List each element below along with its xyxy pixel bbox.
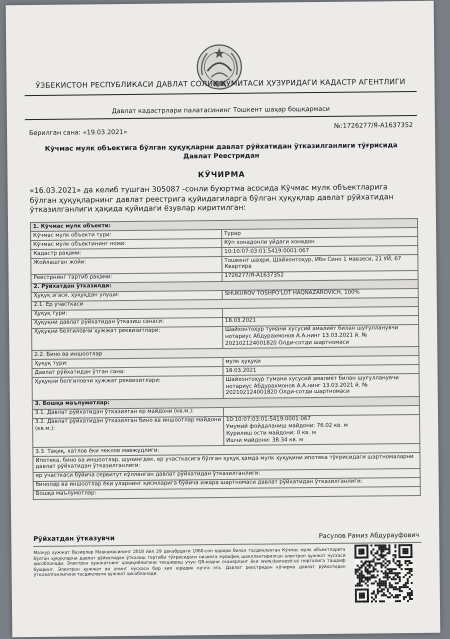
field-value: 18.03.2021	[223, 365, 419, 376]
field-label: Жойлашган жойи:	[31, 256, 222, 274]
signer-name: Расулов Рамиз Абдурауфович	[318, 530, 420, 541]
field-value: Кўп хонадонли уйдаги хонадон	[222, 236, 418, 247]
issue-date: Берилган сана: «19.03.2021»	[28, 127, 128, 138]
field-label: Ҳуқуқ эгаси, ҳуқуқдан улуши:	[31, 290, 222, 301]
field-label: Кадастр рақами:	[31, 247, 222, 258]
field-value: 18.03.2021	[222, 315, 418, 326]
field-label: Кўчмас мулк объектининг номи:	[31, 238, 222, 249]
field-value: 1726277/Я-A1637352	[222, 270, 418, 281]
field-value: мулк ҳуқуқи	[223, 356, 419, 367]
field-value: Шайхонтоҳур тумани хусусий амалиёт билан шуғулланувчи нотариус Абдурахмонов А.А.нинг 13.03.2021 й. № 202102124001820 Олди-сотди шартномаси	[223, 324, 419, 349]
document-title: Кўчмас мулк объектига бўлган ҳуқуқларни давлат рўйхатидан ўтказилганлиги тўғрисида Давлат Реестридан	[44, 141, 398, 161]
section-title: 1. Кўчмас мулк объекти:	[30, 218, 417, 231]
subagency-name: Давлат кадастрлари палатасининг Тошкент шаҳар бошқармаси	[111, 104, 330, 116]
qr-code-icon	[354, 544, 413, 603]
section-title: 2. Рўйхатдан ўтказилди:	[31, 279, 418, 292]
field-label: Ҳуқуқ тури:	[31, 308, 222, 319]
section-title: 3.3. Тақиқ, хатлов ёки чеклов мавжудлиги:	[33, 444, 420, 457]
field-label: Ҳуқуқ тури:	[32, 358, 223, 369]
section-title: Ипотека, бино ва иншоотлар, шунингдек, ер участкасига бўлган ҳуқуқ ҳамда мулк ҳуқуқини ипотека тўғрисидаги шартномаларни давлат рўйхатидан ўтказилганлиги:	[33, 453, 420, 473]
field-value: Турар	[222, 227, 418, 238]
field-label: Ҳуқуқни белгиловчи ҳужжат реквизитлари:	[32, 326, 223, 351]
table-row	[33, 414, 420, 447]
field-label: Реестрнинг тартиб рақами:	[31, 272, 222, 283]
field-value: SHUKUROV TOSHPO'LOT HAQNAZAROVICH, 100%	[222, 288, 418, 299]
section-title: Бошқа маълумотлар:	[33, 486, 420, 499]
field-label: Ҳуқуқни белгиловчи ҳужжат реквизитлари:	[32, 376, 223, 401]
signer-label: Рўйхатдан ўтказувчи	[33, 534, 115, 543]
field-label: Ҳуқуқни давлат рўйхатидан ўтказиш санаси:	[31, 317, 222, 328]
intro-paragraph: «16.03.2021» да келиб тушган 305087 -сонли буюртма асосида Кўчмас мулк объектларига бўлган ҳуқуқларнинг давлат реестрига қуйидагиларга бўлган ҳуқуқлар давлат рўйхатидан ўтказилганлиги ҳақида қуйидаги ёзувлар киритилган:	[29, 182, 394, 215]
footer-note: Мазкур ҳужжат Вазирлар Маҳкамасининг 2018 йил 29 декабрдаги 1060-сон қарори билан тасдиқланган Кўчмас мулк объектларига бўлган ҳуқуқларни давлат рўйхатидан ўтказиш тартиби тўғрисидаги низомга мувофиқ шакллантирилган электрон ҳужжат нусхаси ҳисобланади. Электрон ҳужжатнинг ҳақиқийлигини текшириш учун QR-кодни сканерланг ёки www.davreestr.uz порталига ташриф буюринг. Электрон ҳужжат ва унинг нусхаси бир хил юридик кучга эга. Давлат реестридан кўчирма давлат рўйхатидан ўтказилганлигини тасдиқловчи ҳужжат ҳисобланади.	[33, 547, 346, 579]
field-label: Кўчмас мулк объекти тури:	[31, 229, 222, 240]
registry-table	[30, 218, 421, 500]
section-title: ер участкаси бўйича сервитут кўлланган давлат рўйхатидан ўтказилганлиги:	[33, 468, 420, 481]
subheader-divider	[25, 115, 417, 120]
section-title: 3. Бошқа маълумотлар:	[32, 396, 419, 409]
section-title: 2.2. Бино ва иншоотлар	[32, 347, 419, 360]
field-label: 3.2. Давлат рўйхатидан ўтказилган бино ва иншоотлар майдони (кв.м.):	[33, 416, 224, 447]
agency-name: ЎЗБЕКИСТОН РЕСПУБЛИКАСИ ДАВЛАТ СОЛИҚ ҚЎМИТАСИ ҲУЗУРИДАГИ КАДАСТР АГЕНТЛИГИ	[35, 77, 406, 90]
field-label: 3.1. Давлат рўйхатидан ўтказилган ер майдони (кв.м.):	[32, 407, 223, 418]
section-title: 2.1. Ер участкаси	[31, 297, 418, 310]
document-subtitle: КЎЧИРМА	[197, 169, 246, 180]
registry-number: №:1726277/Я-A1637352	[333, 121, 414, 130]
field-value: 10:10:07:03:01:5419:0001:067	[222, 245, 418, 256]
document-page	[6, 1, 441, 637]
field-value: Шайхонтоҳур тумани хусусий амалиёт билан шуғулланувчи нотариус Абдурахмонов А.А.нинг 13.03.2021 й. № 202102124001820 Олди-сотди шартномаси	[223, 374, 419, 399]
section-title: бинолар ва иншоотлар ёки уларнинг қисмларига бўйича ижара шартномаси давлат рўйхатидан ўтказилганлиги:	[33, 477, 420, 490]
field-value: 10:10:07:03:01:5419:0001:067 Умумий фойдаланиш майдони: 76.02 кв. м Курилиш ости майдони: 0 кв. м Ишчи майдони: 38.34 кв. м	[224, 414, 420, 445]
field-label: Давлат рўйхатидан ўтган сана:	[32, 367, 223, 378]
field-value: Тошкент шаҳри, Шайхонтоҳур, Ибн Сино 1 мавзеси, 21 УЙ, 67 Квартира	[222, 254, 418, 272]
